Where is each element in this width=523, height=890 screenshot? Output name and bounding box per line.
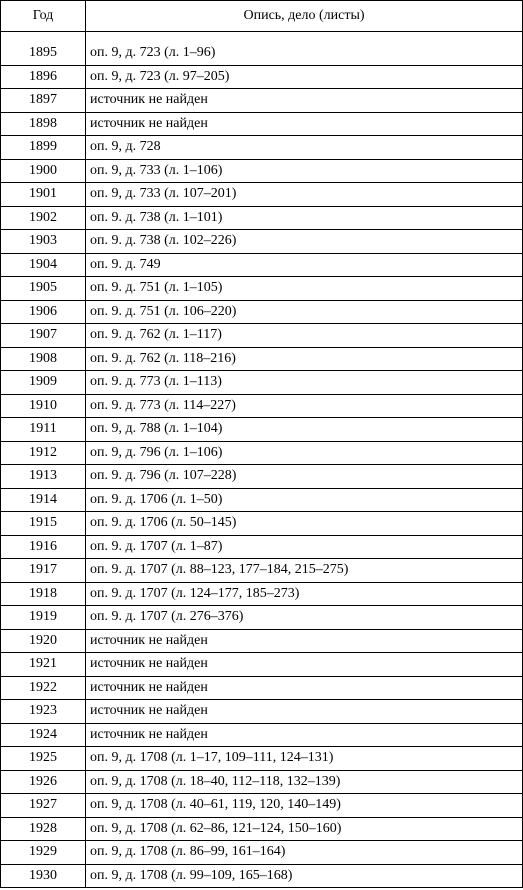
year-cell: 1927 bbox=[1, 794, 86, 818]
table-row bbox=[1, 347, 523, 371]
year-cell: 1903 bbox=[1, 230, 86, 254]
year-cell: 1895 bbox=[1, 42, 86, 65]
year-cell: 1900 bbox=[1, 159, 86, 183]
table-row bbox=[1, 747, 523, 771]
description-cell: оп. 9. д. 773 (л. 1–113) bbox=[86, 371, 523, 395]
description-cell: оп. 9. д. 762 (л. 118–216) bbox=[86, 347, 523, 371]
description-cell: оп. 9. д. 773 (л. 114–227) bbox=[86, 394, 523, 418]
table-row bbox=[1, 559, 523, 583]
year-cell: 1905 bbox=[1, 277, 86, 301]
description-cell: оп. 9, д. 1708 (л. 40–61, 119, 120, 140–149) bbox=[86, 794, 523, 818]
description-cell: оп. 9. д. 1707 (л. 1–87) bbox=[86, 535, 523, 559]
description-cell: оп. 9, д. 1708 (л. 1–17, 109–111, 124–131) bbox=[86, 747, 523, 771]
table-row bbox=[1, 582, 523, 606]
description-cell: источник не найден bbox=[86, 89, 523, 113]
description-cell: оп. 9. д. 1707 (л. 276–376) bbox=[86, 606, 523, 630]
description-cell: оп. 9. д. 1707 (л. 124–177, 185–273) bbox=[86, 582, 523, 606]
year-cell: 1915 bbox=[1, 512, 86, 536]
spacer-cell bbox=[1, 32, 86, 43]
year-cell: 1910 bbox=[1, 394, 86, 418]
table-header bbox=[1, 1, 523, 32]
table-row bbox=[1, 324, 523, 348]
table-row bbox=[1, 864, 523, 888]
year-cell: 1928 bbox=[1, 817, 86, 841]
description-cell: источник не найден bbox=[86, 653, 523, 677]
table-row bbox=[1, 653, 523, 677]
year-cell: 1919 bbox=[1, 606, 86, 630]
table-row bbox=[1, 89, 523, 113]
year-cell: 1920 bbox=[1, 629, 86, 653]
year-cell: 1913 bbox=[1, 465, 86, 489]
year-cell: 1909 bbox=[1, 371, 86, 395]
year-cell: 1896 bbox=[1, 65, 86, 89]
description-cell: оп. 9, д. 1708 (л. 18–40, 112–118, 132–139) bbox=[86, 770, 523, 794]
description-cell: оп. 9, д. 1708 (л. 99–109, 165–168) bbox=[86, 864, 523, 888]
year-cell: 1912 bbox=[1, 441, 86, 465]
description-cell: оп. 9, д. 1708 (л. 62–86, 121–124, 150–160) bbox=[86, 817, 523, 841]
table-row bbox=[1, 465, 523, 489]
year-cell: 1897 bbox=[1, 89, 86, 113]
year-cell: 1901 bbox=[1, 183, 86, 207]
table-row bbox=[1, 253, 523, 277]
table-row bbox=[1, 183, 523, 207]
table-row bbox=[1, 394, 523, 418]
table-row bbox=[1, 723, 523, 747]
description-cell: источник не найден bbox=[86, 112, 523, 136]
description-cell: оп. 9, д. 1708 (л. 86–99, 161–164) bbox=[86, 841, 523, 865]
description-cell: оп. 9, д. 723 (л. 97–205) bbox=[86, 65, 523, 89]
year-cell: 1929 bbox=[1, 841, 86, 865]
table-row bbox=[1, 676, 523, 700]
year-cell: 1922 bbox=[1, 676, 86, 700]
description-cell: оп. 9. д. 796 (л. 107–228) bbox=[86, 465, 523, 489]
table-row bbox=[1, 606, 523, 630]
description-cell: оп. 9. д. 751 (л. 106–220) bbox=[86, 300, 523, 324]
description-cell: оп. 9. д. 738 (л. 102–226) bbox=[86, 230, 523, 254]
year-cell: 1921 bbox=[1, 653, 86, 677]
year-cell: 1923 bbox=[1, 700, 86, 724]
year-cell: 1899 bbox=[1, 136, 86, 160]
table-body bbox=[1, 32, 523, 888]
year-cell: 1914 bbox=[1, 488, 86, 512]
table-row bbox=[1, 794, 523, 818]
description-cell: оп. 9, д. 788 (л. 1–104) bbox=[86, 418, 523, 442]
description-cell: оп. 9, д. 723 (л. 1–96) bbox=[86, 42, 523, 65]
table-row bbox=[1, 512, 523, 536]
description-cell: оп. 9. д. 1706 (л. 50–145) bbox=[86, 512, 523, 536]
table-row bbox=[1, 65, 523, 89]
table-row bbox=[1, 488, 523, 512]
year-cell: 1911 bbox=[1, 418, 86, 442]
table-row bbox=[1, 300, 523, 324]
table-row bbox=[1, 817, 523, 841]
spacer-row bbox=[1, 32, 523, 43]
table-row bbox=[1, 136, 523, 160]
header-description: Опись, дело (листы) bbox=[86, 1, 523, 32]
description-cell: оп. 9. д. 1706 (л. 1–50) bbox=[86, 488, 523, 512]
year-cell: 1898 bbox=[1, 112, 86, 136]
description-cell: оп. 9, д. 733 (л. 1–106) bbox=[86, 159, 523, 183]
description-cell: оп. 9, д. 733 (л. 107–201) bbox=[86, 183, 523, 207]
year-cell: 1930 bbox=[1, 864, 86, 888]
description-cell: источник не найден bbox=[86, 700, 523, 724]
table-row bbox=[1, 700, 523, 724]
year-cell: 1926 bbox=[1, 770, 86, 794]
year-cell: 1907 bbox=[1, 324, 86, 348]
year-cell: 1908 bbox=[1, 347, 86, 371]
table-row bbox=[1, 159, 523, 183]
year-cell: 1924 bbox=[1, 723, 86, 747]
year-cell: 1902 bbox=[1, 206, 86, 230]
description-cell: оп. 9. д. 749 bbox=[86, 253, 523, 277]
table-row bbox=[1, 112, 523, 136]
table-row bbox=[1, 629, 523, 653]
year-cell: 1917 bbox=[1, 559, 86, 583]
table-row bbox=[1, 441, 523, 465]
description-cell: источник не найден bbox=[86, 723, 523, 747]
header-row bbox=[1, 1, 523, 32]
year-cell: 1906 bbox=[1, 300, 86, 324]
description-cell: источник не найден bbox=[86, 676, 523, 700]
description-cell: оп. 9, д. 796 (л. 1–106) bbox=[86, 441, 523, 465]
year-cell: 1904 bbox=[1, 253, 86, 277]
header-year: Год bbox=[1, 1, 86, 32]
table-row bbox=[1, 230, 523, 254]
table-row bbox=[1, 418, 523, 442]
table-row bbox=[1, 277, 523, 301]
description-cell: оп. 9. д. 751 (л. 1–105) bbox=[86, 277, 523, 301]
description-cell: оп. 9. д. 1707 (л. 88–123, 177–184, 215–275) bbox=[86, 559, 523, 583]
year-cell: 1916 bbox=[1, 535, 86, 559]
description-cell: оп. 9. д. 738 (л. 1–101) bbox=[86, 206, 523, 230]
spacer-cell bbox=[86, 32, 523, 43]
description-cell: источник не найден bbox=[86, 629, 523, 653]
table-row bbox=[1, 206, 523, 230]
year-cell: 1925 bbox=[1, 747, 86, 771]
table-row bbox=[1, 371, 523, 395]
table-row bbox=[1, 42, 523, 65]
year-cell: 1918 bbox=[1, 582, 86, 606]
table-row bbox=[1, 841, 523, 865]
description-cell: оп. 9, д. 728 bbox=[86, 136, 523, 160]
table-row bbox=[1, 770, 523, 794]
description-cell: оп. 9. д. 762 (л. 1–117) bbox=[86, 324, 523, 348]
table-row bbox=[1, 535, 523, 559]
